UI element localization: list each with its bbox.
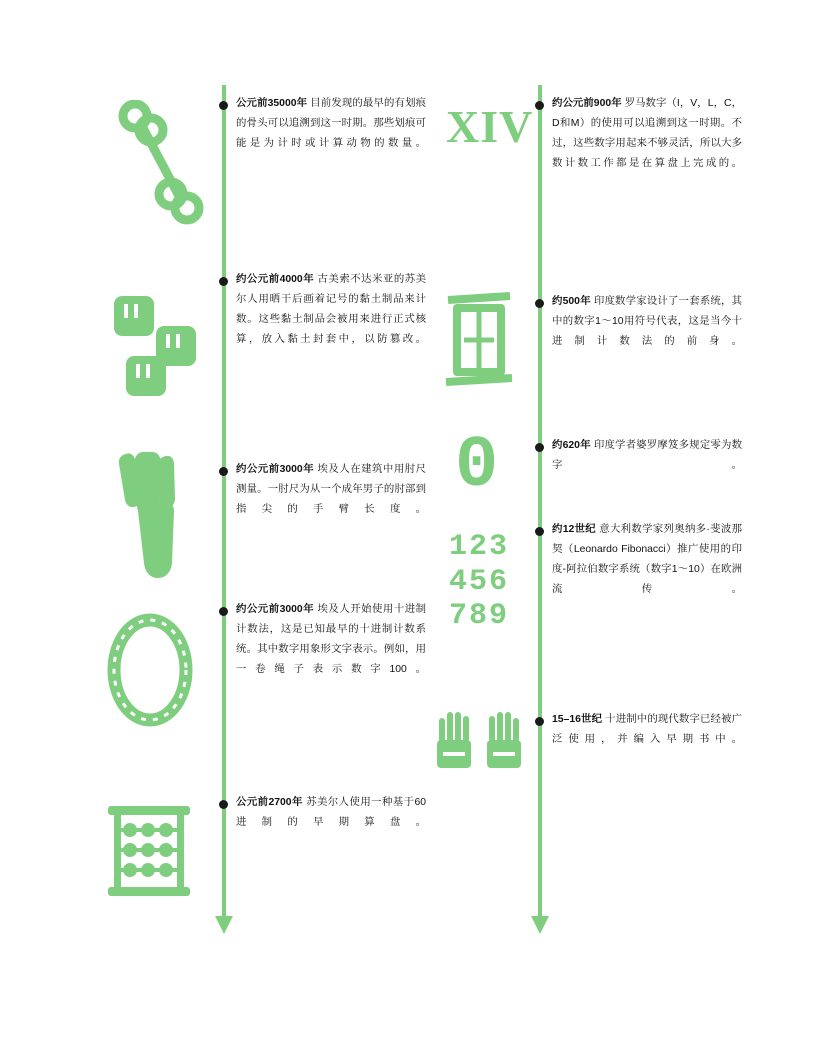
roman-numeral-xiv: XIV (446, 101, 534, 152)
timeline-dot (535, 527, 544, 536)
entry-text: 印度数学家设计了一套系统，其中的数字1～10用符号代表，这是当今十进制计数法的前身。 (552, 296, 742, 347)
entry-text: 埃及人在建筑中用肘尺测量。一肘尺为从一个成年男子的肘部到指尖的手臂长度。 (236, 464, 427, 515)
list-item (552, 94, 742, 174)
entry-label: 约公元前4000年 (236, 274, 315, 285)
list-item (236, 793, 426, 833)
timeline-axis-right (538, 85, 542, 918)
list-item (236, 600, 426, 680)
list-item (552, 710, 742, 750)
entry-label: 约公元前900年 (552, 98, 622, 109)
entry-text: 目前发现的最早的有划痕的骨头可以追溯到这一时期。那些划痕可能是为计时或计算动物的数量。 (236, 98, 427, 149)
list-item (236, 270, 426, 350)
timeline-axis-left (222, 85, 226, 918)
scroll-icon (440, 290, 518, 388)
list-item (552, 292, 742, 352)
timeline-dot (535, 299, 544, 308)
list-item (236, 94, 426, 154)
digit-row-1: 123 (448, 530, 509, 564)
entry-label: 15–16世纪 (552, 714, 603, 725)
entry-text: 古美索不达米亚的苏美尔人用晒干后画着记号的黏土制品来计数。这些黏土制品会被用来进行正式核算，放入黏土封套中，以防篡改。 (236, 274, 427, 345)
entry-text: 印度学者婆罗摩笈多规定零为数字。 (552, 440, 742, 471)
arabic-digits-glyph (440, 530, 518, 634)
arm-cubit-icon (118, 452, 188, 580)
timeline-dot (219, 607, 228, 616)
timeline-dot (219, 101, 228, 110)
entry-text: 罗马数字（I，V，L，C，D和M）的使用可以追溯到这一时期。不过，这些数字用起来不够灵活，所以大多数计数工作都是在算盘上完成的。 (552, 98, 742, 169)
abacus-icon (108, 806, 190, 896)
rope-coil-icon (104, 612, 196, 728)
timeline-dot (219, 800, 228, 809)
timeline-dot (535, 443, 544, 452)
timeline-dot (219, 467, 228, 476)
entry-text: 十进制中的现代数字已经被广泛使用，并编入早期书中。 (552, 714, 743, 745)
entry-label: 公元前2700年 (236, 797, 303, 808)
timeline-dot (535, 717, 544, 726)
list-item (552, 436, 742, 476)
digit-row-2: 456 (448, 564, 509, 599)
timeline-arrow-right (531, 916, 549, 934)
entry-label: 约公元前3000年 (236, 464, 315, 475)
entry-text: 埃及人开始使用十进制计数法，这是已知最早的十进制计数系统。其中数字用象形文字表示。例如，用一卷绳子表示数字100。 (236, 604, 427, 675)
entry-label: 约12世纪 (552, 524, 597, 535)
hands-ten-fingers-icon (437, 712, 521, 774)
list-item (552, 520, 742, 600)
timeline-dot (219, 277, 228, 286)
list-item (236, 460, 426, 520)
clay-tokens-icon (112, 290, 198, 400)
entry-label: 约公元前3000年 (236, 604, 315, 615)
timeline-arrow-left (215, 916, 233, 934)
timeline-dot (535, 101, 544, 110)
entry-label: 约620年 (552, 440, 591, 451)
entry-text: 意大利数学家列奥纳多·斐波那契（Leonardo Fibonacci）推广使用的印度-阿拉伯数字系统（数字1～10）在欧洲流传。 (552, 524, 742, 595)
digit-row-3: 789 (448, 599, 509, 633)
entry-label: 约500年 (552, 296, 591, 307)
entry-label: 公元前35000年 (236, 98, 308, 109)
entry-text: 苏美尔人使用一种基于60进制的早期算盘。 (236, 797, 426, 828)
bone-icon (113, 100, 209, 225)
zero-glyph: 0 (455, 425, 499, 507)
